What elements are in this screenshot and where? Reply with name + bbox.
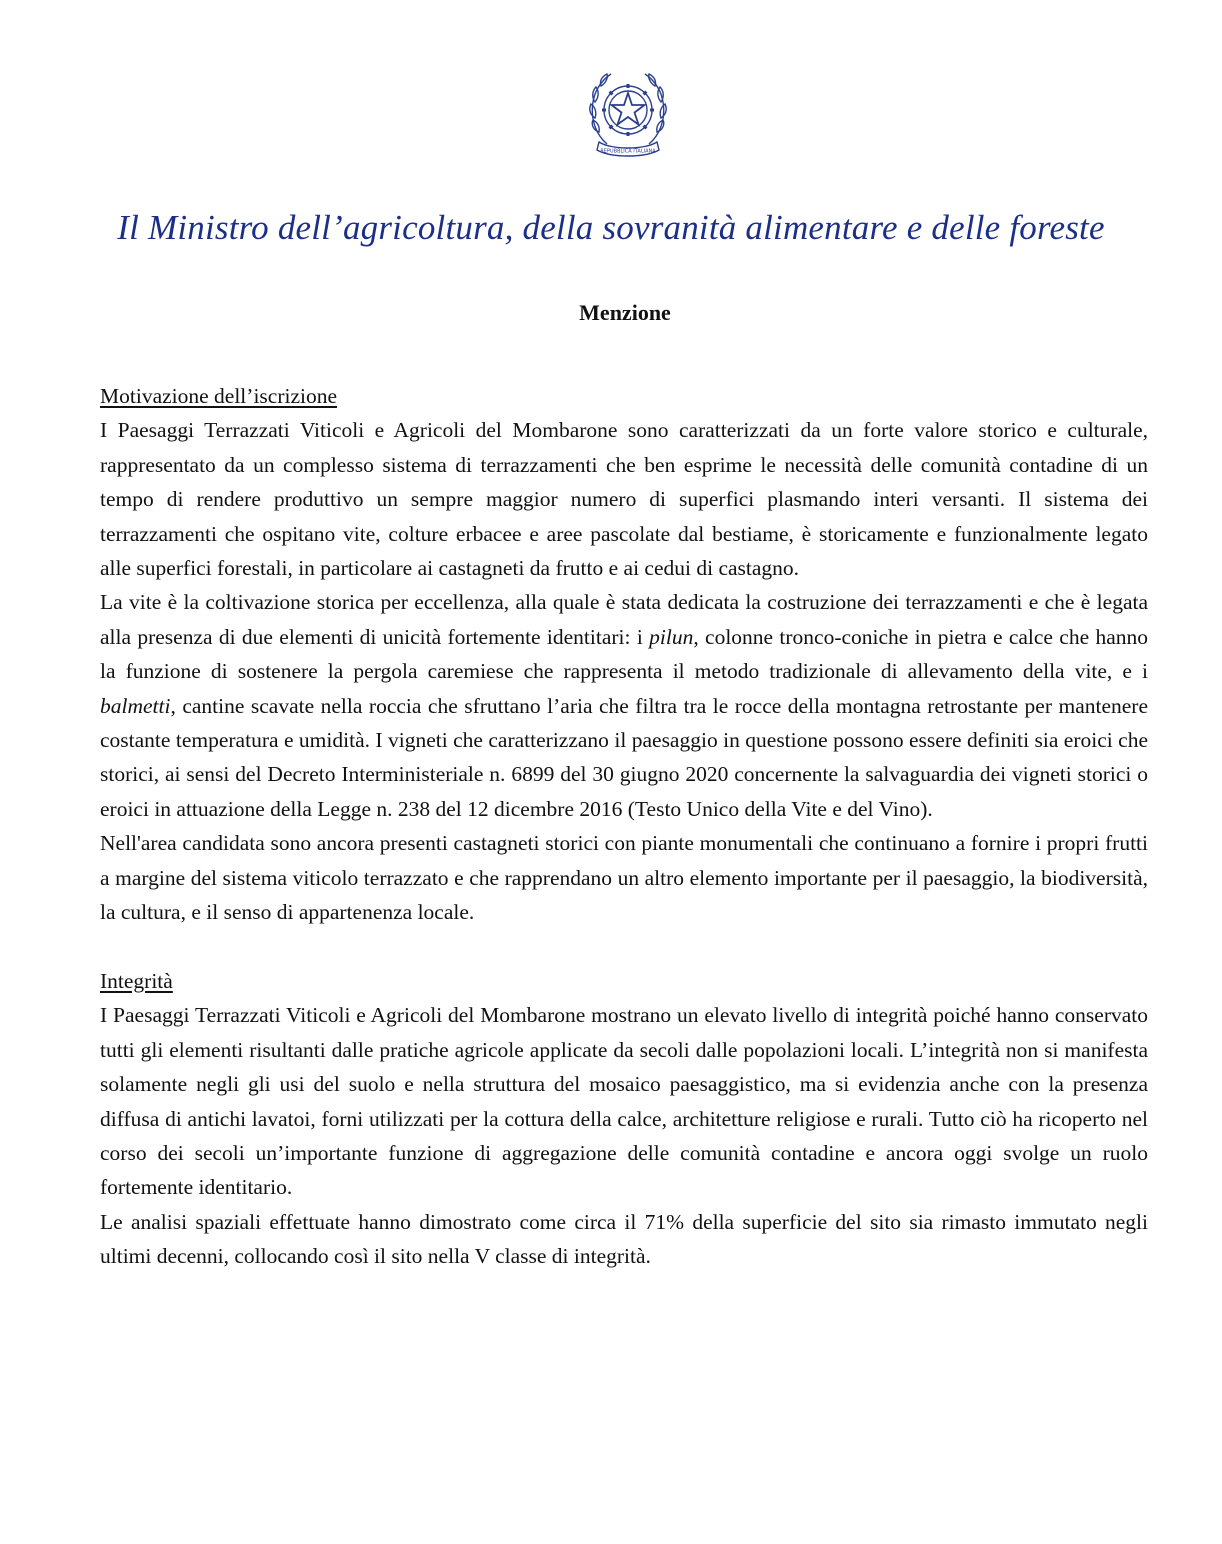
document-body bbox=[100, 379, 1148, 1274]
text-segment: La vite è la coltivazione storica per eccellenza, alla quale è stata dedicata la costruzione dei terrazzamenti e che è legata alla presenza di due elementi di unicità fortemente identitari: i bbox=[100, 590, 1148, 649]
paragraph bbox=[100, 826, 1148, 929]
text-segment: I Paesaggi Terrazzati Viticoli e Agricoli del Mombarone mostrano un elevato livello di integrità poiché hanno conservato tutti gli elementi risultanti dalle pratiche agricole applicate da secoli dalle popolazioni locali. L’integrità non si manifesta solamente negli gli usi del suolo e nella struttura del mosaico paesaggistico, ma si evidenzia anche con la presenza diffusa di antichi lavatoi, forni utilizzati per la cottura della calce, architetture religiose e rurali. Tutto ciò ha ricoperto nel corso dei secoli un’importante funzione di aggregazione delle comunità contadine e ancora oggi svolge un ruolo fortemente identitario. bbox=[100, 1003, 1148, 1200]
document-title: Menzione bbox=[579, 300, 671, 325]
text-segment: , colonne tronco-coniche in pietra e calce che hanno la funzione di sostenere la pergola caremiese che rappresenta il metodo tradizionale di allevamento della vite, e i bbox=[100, 624, 1148, 684]
paragraph bbox=[100, 413, 1148, 585]
text-segment: Le analisi spaziali effettuate hanno dimostrato come circa il 71% della superficie del sito sia rimasto immutato negli ultimi decenni, collocando così il sito nella V classe di integrità. bbox=[100, 1209, 1148, 1269]
section-spacer bbox=[100, 930, 1148, 964]
text-segment: I Paesaggi Terrazzati Viticoli e Agricoli del Mombarone sono caratterizzati da un forte valore storico e culturale, rappresentato da un complesso sistema di terrazzamenti che ben esprime le necessità delle comunità contadine di un tempo di rendere produttivo un sempre maggior numero di superfici plasmando interi versanti. Il sistema dei terrazzamenti che ospitano vite, colture erbacee e aree pascolate dal bestiame, è storicamente e funzionalmente legato alle superfici forestali, in particolare ai castagneti da frutto e ai cedui di castagno. bbox=[100, 418, 1148, 581]
ministry-title: Il Ministro dell’agricoltura, della sovranità alimentare e delle foreste bbox=[117, 208, 1105, 247]
text-segment: , cantine scavate nella roccia che sfruttano l’aria che filtra tra le rocce della montagna retrostante per mantenere costante temperatura e umidità. I vigneti che caratterizzano il paesaggio in questione possono essere definiti sia eroici che storici, ai sensi del Decreto Interministeriale n. 6899 del 30 giugno 2020 concernente la salvaguardia dei vigneti storici o eroici in attuazione della Legge n. 238 del 12 dicembre 2016 (Testo Unico della Vite e del Vino). bbox=[100, 693, 1148, 821]
text-segment: Nell'area candidata sono ancora presenti castagneti storici con piante monumentali che continuano a fornire i propri frutti a margine del sistema viticolo terrazzato e che rapprendano un altro elemento importante per il paesaggio, la biodiversità, la cultura, e il senso di appartenenza locale. bbox=[100, 831, 1148, 925]
paragraph bbox=[100, 1205, 1148, 1274]
italic-term-pilun: pilun bbox=[649, 624, 694, 649]
section-integrita bbox=[100, 964, 1148, 1274]
section-heading: Integrità bbox=[100, 968, 173, 993]
paragraph bbox=[100, 585, 1148, 826]
section-motivazione bbox=[100, 379, 1148, 930]
svg-text:REPUBBLICA ITALIANA: REPUBBLICA ITALIANA bbox=[600, 148, 656, 155]
italic-term-balmetti: balmetti bbox=[100, 693, 171, 718]
paragraph bbox=[100, 998, 1148, 1204]
italian-republic-emblem-icon bbox=[585, 66, 671, 162]
section-heading: Motivazione dell’iscrizione bbox=[100, 384, 338, 408]
